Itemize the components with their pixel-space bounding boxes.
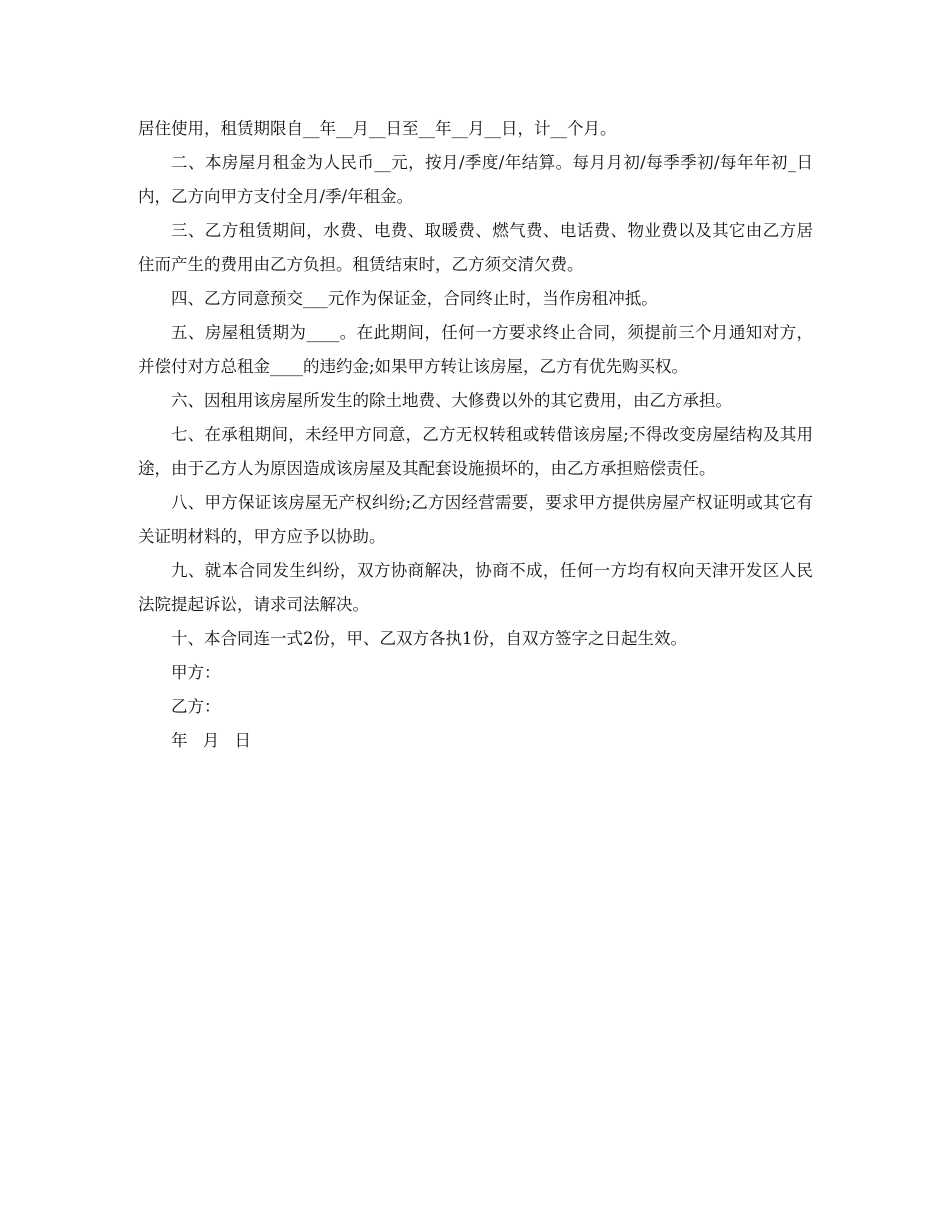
clause-3-utilities: 三、乙方租赁期间，水费、电费、取暖费、燃气费、电话费、物业费以及其它由乙方居住而产生的费用由乙方负担。租赁结束时，乙方须交清欠费。 [138, 221, 813, 274]
clause-7-sublease: 七、在承租期间，未经甲方同意，乙方无权转租或转借该房屋;不得改变房屋结构及其用途，由于乙方人为原因造成该房屋及其配套设施损坏的，由乙方承担赔偿责任。 [138, 425, 813, 478]
signature-date: 年 月 日 [171, 731, 251, 750]
clause-6-expenses: 六、因租用该房屋所发生的除土地费、大修费以外的其它费用，由乙方承担。 [171, 391, 732, 410]
clause-5-termination: 五、房屋租赁期为____。在此期间，任何一方要求终止合同，须提前三个月通知对方，并偿付对方总租金____的违约金;如果甲方转让该房屋，乙方有优先购买权。 [138, 323, 813, 376]
signature-party-b: 乙方： [171, 697, 221, 716]
contract-body [138, 112, 813, 758]
paragraph-lease-term: 居住使用，租赁期限自__年__月__日至__年__月__日，计__个月。 [138, 119, 617, 138]
clause-9-disputes: 九、就本合同发生纠纷，双方协商解决，协商不成，任何一方均有权向天津开发区人民法院提起诉讼，请求司法解决。 [138, 561, 813, 614]
clause-10-effect: 十、本合同连一式2份，甲、乙双方各执1份，自双方签字之日起生效。 [171, 629, 687, 648]
signature-party-a: 甲方： [171, 663, 221, 682]
clause-2-rent: 二、本房屋月租金为人民币__元，按月/季度/年结算。每月月初/每季季初/每年年初_日内，乙方向甲方支付全月/季/年租金。 [138, 153, 813, 206]
clause-8-property-rights: 八、甲方保证该房屋无产权纠纷;乙方因经营需要，要求甲方提供房屋产权证明或其它有关证明材料的，甲方应予以协助。 [138, 493, 813, 546]
clause-4-deposit: 四、乙方同意预交___元作为保证金，合同终止时，当作房租冲抵。 [171, 289, 658, 308]
